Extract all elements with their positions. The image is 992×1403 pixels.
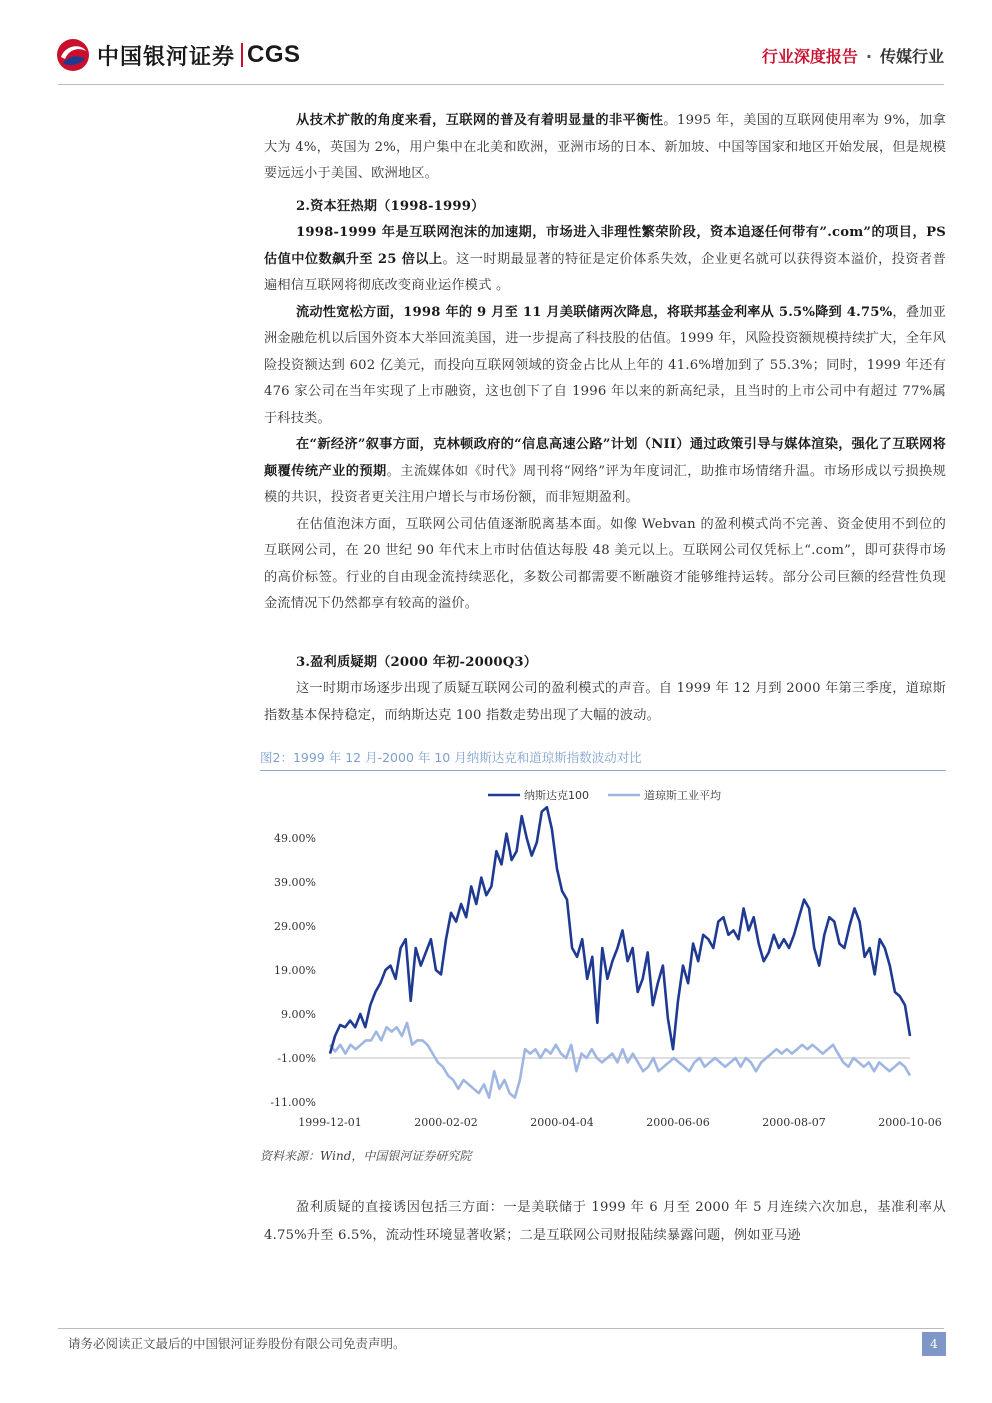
industry-name: 传媒行业	[879, 47, 944, 66]
y-tick-label: 39.00%	[274, 876, 316, 889]
paragraph-new-economy	[264, 432, 946, 512]
report-category	[762, 44, 944, 67]
x-tick-label: 2000-10-06	[878, 1116, 942, 1129]
cgs-logo-icon	[55, 37, 91, 73]
section-heading-capital-frenzy: 2.资本狂热期（1998-1999）	[296, 198, 485, 214]
x-tick-label: 2000-06-06	[646, 1116, 710, 1129]
paragraph-profit-triggers: 盈利质疑的直接诱因包括三方面：一是美联储于 1999 年 6 月至 2000 年 5 月连续六次加息，基准利率从 4.75%升至 6.5%，流动性环境显著收紧；二是互联网公司财报陆续暴露问题，例如亚马逊	[264, 1200, 946, 1243]
logo-divider	[241, 43, 243, 67]
footer-divider	[58, 1328, 944, 1329]
logo-chinese-name: 中国银河证券	[97, 44, 236, 70]
paragraph-text: ，叠加亚洲金融危机以后国外资本大举回流美国，进一步提高了科技股的估值。1999 年，风险投资额规模持续扩大，全年风险投资额达到 602 亿美元，而投向互联网领域的资金占比从上年的 41.6%增加到了 55.3%；同时，1999 年还有 476 家公司在当年实现了上市融资，这也创下了自 1996 年以来的新高纪录，且当时的上市公司中有超过 77%属于科技类。	[264, 304, 946, 426]
logo-english-name: CGS	[247, 41, 301, 68]
header-separator: ·	[865, 47, 872, 66]
y-tick-label: 49.00%	[274, 832, 316, 845]
paragraph-valuation-bubble: 在估值泡沫方面，互联网公司估值逐渐脱离基本面。如像 Webvan 的盈利模式尚不完善、资金使用不到位的互联网公司，在 20 世纪 90 年代末上市时估值达每股 48 美元以上。互联网公司仅凭标上“.com”，即可获得市场的高价标签。行业的自由现金流持续恶化，多数公司都需要不断融资才能够维持运转。部分公司巨额的经营性负现金流情况下仍然都享有较高的溢价。	[264, 516, 946, 611]
paragraph-text: 。这一时期最显著的特征是定价体系失效，企业更名就可以获得资本溢价，投资者普遍相信互联网将彻底改变商业运作模式 。	[264, 251, 946, 293]
series-line	[330, 807, 910, 1053]
company-logo	[55, 36, 301, 74]
paragraph-liquidity	[264, 300, 946, 433]
main-body	[264, 108, 946, 729]
header-divider	[58, 84, 944, 85]
figure-title: 图2：1999 年 12 月-2000 年 10 月纳斯达克和道琼斯指数波动对比	[260, 748, 946, 771]
y-tick-label: 29.00%	[274, 920, 316, 933]
paragraph-tech-diffusion	[264, 108, 946, 188]
report-type: 行业深度报告	[761, 47, 858, 66]
y-tick-label: 9.00%	[281, 1008, 316, 1021]
paragraph-emphasis: 流动性宽松方面，1998 年的 9 月至 11 月美联储两次降息，将联邦基金利率从 5.5%降到 4.75%	[296, 304, 893, 320]
y-tick-label: 19.00%	[274, 964, 316, 977]
figure-source: 资料来源：Wind，中国银河证券研究院	[260, 1149, 472, 1163]
index-comparison-chart	[260, 776, 946, 1148]
footer-disclaimer: 请务必阅读正文最后的中国银河证券股份有限公司免责声明。	[68, 1336, 406, 1351]
chart-svg	[260, 776, 946, 1144]
y-tick-label: -11.00%	[270, 1096, 316, 1109]
legend-label: 道琼斯工业平均	[644, 789, 721, 802]
page-number: 4	[922, 1332, 946, 1356]
series-line	[330, 1023, 910, 1098]
y-tick-label: -1.00%	[277, 1052, 316, 1065]
page-header	[0, 0, 992, 90]
paragraph-emphasis: 在“新经济”叙事方面，克林顿政府的“信息高速公路”计划（NII）通过政策引导与媒体渲染，强化了互联网将颠覆传统产业的预期	[264, 437, 946, 479]
paragraph-text: 。主流媒体如《时代》周刊将“网络”评为年度词汇，助推市场情绪升温。市场形成以亏损换规模的共识，投资者更关注用户增长与市场份额，而非短期盈利。	[264, 463, 946, 505]
paragraph-text: 。1995 年，美国的互联网使用率为 9%，加拿大为 4%，英国为 2%，用户集中在北美和欧洲，亚洲市场的日本、新加坡、中国等国家和地区开始发展，但是规模要远远小于美国、欧洲地区。	[264, 113, 946, 181]
x-tick-label: 1999-12-01	[298, 1116, 362, 1129]
x-tick-label: 2000-02-02	[414, 1116, 478, 1129]
paragraph-emphasis: 从技术扩散的角度来看，互联网的普及有着明显量的非平衡性	[296, 113, 664, 128]
paragraph-emphasis: 1998-1999 年是互联网泡沫的加速期，市场进入非理性繁荣阶段，资本追逐任何带有”.com”的项目，PS 估值中位数飙升至 25 倍以上	[264, 225, 946, 267]
paragraph-acceleration	[264, 220, 946, 300]
x-tick-label: 2000-04-04	[530, 1116, 594, 1129]
paragraph-market-doubt: 这一时期市场逐步出现了质疑互联网公司的盈利模式的声音。自 1999 年 12 月到 2000 年第三季度，道琼斯指数基本保持稳定，而纳斯达克 100 指数走势出现了大幅的波动。	[264, 681, 946, 723]
section-heading-profit-doubt: 3.盈利质疑期（2000 年初-2000Q3）	[296, 654, 538, 670]
x-tick-label: 2000-08-07	[762, 1116, 826, 1129]
legend-label: 纳斯达克100	[524, 789, 589, 802]
lower-body	[264, 1194, 946, 1250]
